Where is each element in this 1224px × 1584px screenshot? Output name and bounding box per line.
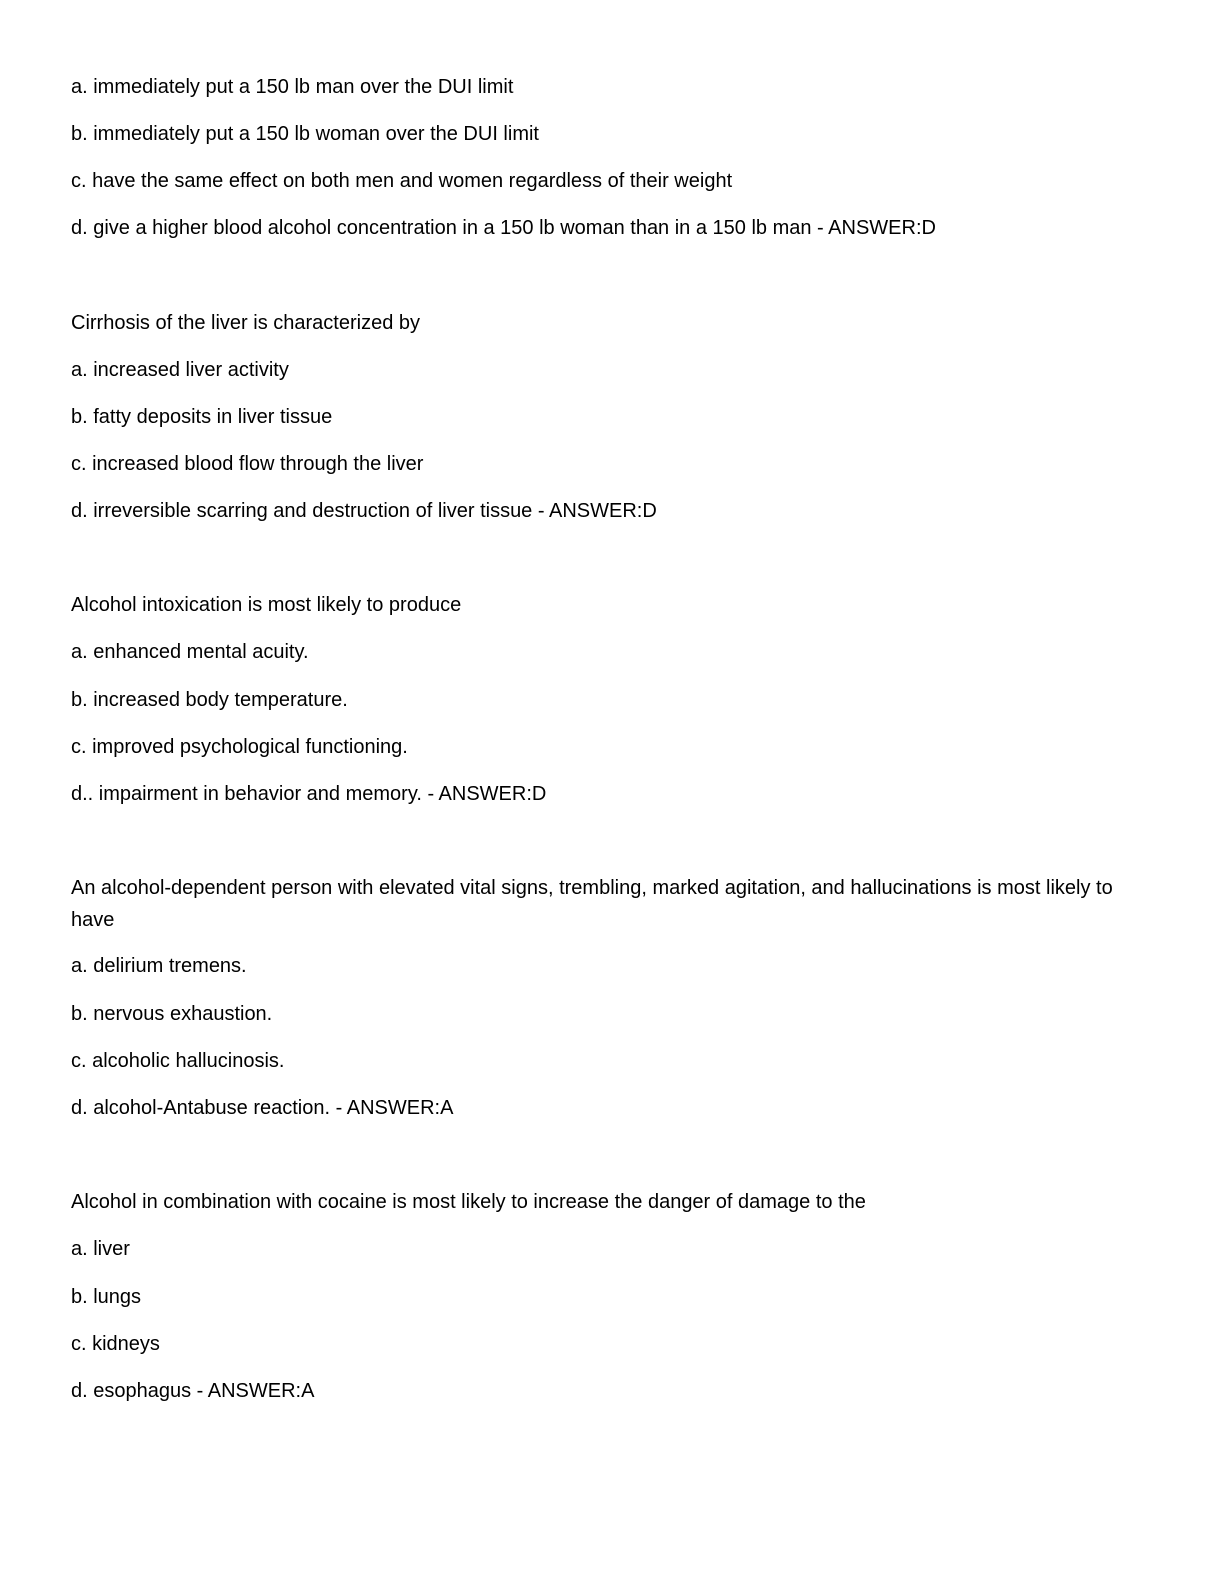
- q2-option-c: c. increased blood flow through the liver: [71, 453, 424, 475]
- q2-option-d: d. irreversible scarring and destruction of liver tissue - ANSWER:D: [71, 500, 657, 522]
- q4-option-b: b. nervous exhaustion.: [71, 1003, 273, 1025]
- q1-option-d: d. give a higher blood alcohol concentration in a 150 lb woman than in a 150 lb man - ANSWER:D: [71, 217, 936, 239]
- q3-option-b: b. increased body temperature.: [71, 689, 348, 711]
- q2-option-b: b. fatty deposits in liver tissue: [71, 406, 333, 428]
- q5-stem: Alcohol in combination with cocaine is most likely to increase the danger of damage to the: [71, 1191, 866, 1213]
- q4-option-c: c. alcoholic hallucinosis.: [71, 1050, 285, 1072]
- q3-stem: Alcohol intoxication is most likely to produce: [71, 594, 462, 616]
- q4-option-a: a. delirium tremens.: [71, 955, 247, 977]
- q2-stem: Cirrhosis of the liver is characterized by: [71, 312, 421, 334]
- q5-option-a: a. liver: [71, 1238, 130, 1260]
- q1-option-c: c. have the same effect on both men and women regardless of their weight: [71, 170, 733, 192]
- q5-option-c: c. kidneys: [71, 1333, 160, 1355]
- q1-option-a: a. immediately put a 150 lb man over the DUI limit: [71, 76, 514, 98]
- q5-option-d: d. esophagus - ANSWER:A: [71, 1380, 315, 1402]
- q4-option-d: d. alcohol-Antabuse reaction. - ANSWER:A: [71, 1097, 454, 1119]
- q3-option-c: c. improved psychological functioning.: [71, 736, 408, 758]
- q5-option-b: b. lungs: [71, 1286, 142, 1308]
- q3-option-a: a. enhanced mental acuity.: [71, 641, 309, 663]
- q2-option-a: a. increased liver activity: [71, 359, 289, 381]
- q1-option-b: b. immediately put a 150 lb woman over the DUI limit: [71, 123, 539, 145]
- q3-option-d: d.. impairment in behavior and memory. - ANSWER:D: [71, 783, 547, 805]
- q4-stem: An alcohol-dependent person with elevated vital signs, trembling, marked agitation, and hallucinations is most likely to have: [71, 877, 1113, 931]
